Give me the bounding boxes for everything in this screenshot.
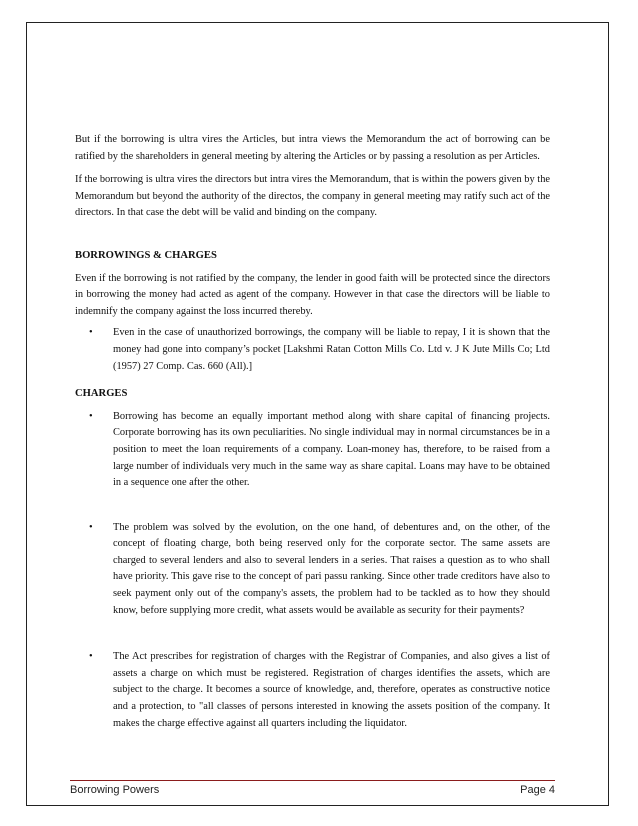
bullet-icon: •: [89, 410, 93, 422]
page-number: Page 4: [520, 784, 555, 796]
bullet-icon: •: [89, 521, 93, 533]
heading-charges: CHARGES: [75, 388, 128, 400]
list-item: [75, 649, 550, 732]
bullet-icon: •: [89, 327, 93, 339]
list-item: [75, 409, 550, 492]
page-footer: [70, 784, 555, 796]
list-item: [75, 520, 550, 620]
list-item-text: The problem was solved by the evolution, on the one hand, of debentures and, on the other, of the concept of floating charge, both being reserved only for the corporate sector. The same assets are charged to several lenders and also to several lenders in a series. That raises a question as to who shall have priority. This gave rise to the concept of pari passu ranking. Since other trade creditors have also to seek payment only out of the company's assets, the problem had to be tackled as to how they should know, before supplying more credit, what assets would be available as security for their payments?: [113, 521, 550, 616]
heading-borrowings-charges: BORROWINGS & CHARGES: [75, 249, 217, 261]
document-body: [75, 132, 550, 732]
list-item: [75, 325, 550, 375]
list-item-text: Even in the case of unauthorized borrowings, the company will be liable to repay, I it is shown that the money had gone into company’s pocket [Lakshmi Ratan Cotton Mills Co. Ltd v. J K Jute Mills Co; Ltd (1957) 27 Comp. Cas. 660 (All).]: [113, 327, 550, 372]
paragraph-lender-good-faith: Even if the borrowing is not ratified by the company, the lender in good faith will be protected since the directors in borrowing the money had acted as agent of the company. However in that case the directors will be liable to indemnify the company against the loss incurred thereby.: [75, 272, 550, 317]
paragraph-ultra-vires-directors: If the borrowing is ultra vires the directors but intra vires the Memorandum, that is within the powers given by the Memorandum but beyond the authority of the directos, the company in general meeting may ratify such act of the directors. In that case the debt will be valid and binding on the company.: [75, 174, 550, 219]
list-item-text: The Act prescribes for registration of charges with the Registrar of Companies, and also gives a list of assets a charge on which must be registered. Registration of charges identifies the assets, which are subject to the charge. It becomes a source of knowledge, and, therefore, operates as constructive notice and a protection, to "all classes of persons interested in knowing the assets position of the company. It makes the charge effective against all quarters including the liquidator.: [113, 651, 550, 729]
bullet-icon: •: [89, 651, 93, 663]
footer-divider: [70, 780, 555, 781]
list-item-text: Borrowing has become an equally important method along with share capital of financing projects. Corporate borrowing has its own peculiarities. No single individual may in normal circumstances be in a position to meet the loan requirements of a company. Loan-money has, therefore, to be raised from a large number of individuals very much in the same way as share capital. Loans may have to be obtained in a sequence one after the other.: [113, 410, 550, 489]
paragraph-ultra-vires-articles: But if the borrowing is ultra vires the Articles, but intra views the Memorandum the act of borrowing can be ratified by the shareholders in general meeting by altering the Articles or by passing a resolution as per Articles.: [75, 134, 550, 162]
footer-title: Borrowing Powers: [70, 784, 160, 796]
